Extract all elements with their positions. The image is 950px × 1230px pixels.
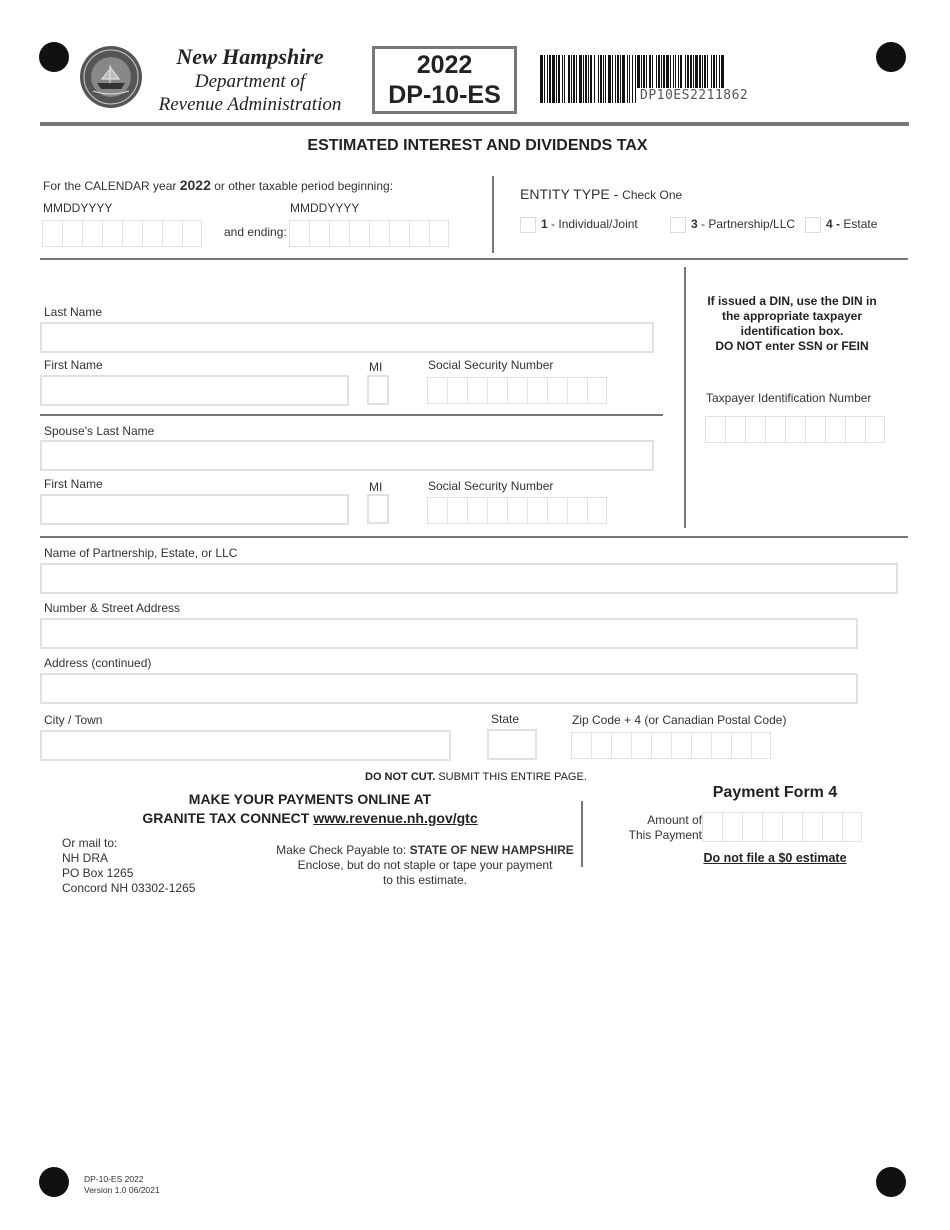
ssn-label: Social Security Number (428, 358, 554, 372)
period-divider (492, 176, 494, 253)
spouse-ssn-label: Social Security Number (428, 479, 554, 493)
zip-label: Zip Code + 4 (or Canadian Postal Code) (572, 713, 787, 727)
state-field[interactable] (487, 729, 537, 760)
amount-label-line2: This Payment (628, 828, 702, 842)
entity-partnership-number: 3 (691, 217, 698, 231)
online-line2: GRANITE TAX CONNECT (142, 810, 310, 826)
entity-individual-checkbox[interactable] (520, 217, 536, 233)
section-rule-2 (40, 536, 908, 538)
mail-line1: NH DRA (62, 851, 109, 865)
amount-label-line1: Amount of (647, 813, 702, 827)
online-url-link[interactable]: www.revenue.nh.gov/gtc (313, 810, 478, 826)
entity-individual-label: - Individual/Joint (551, 217, 638, 231)
header-rule (40, 122, 909, 126)
no-zero-estimate-note: Do not file a $0 estimate (703, 851, 847, 865)
din-divider (684, 267, 686, 528)
enclose-line1: Enclose, but do not staple or tape your payment (297, 858, 553, 872)
city-label: City / Town (44, 713, 103, 727)
mail-line2: PO Box 1265 (62, 866, 134, 880)
street-cont-label: Address (continued) (44, 656, 152, 670)
tin-field[interactable] (705, 416, 885, 443)
registration-mark-bottom-right (876, 1167, 906, 1197)
spouse-ssn-field[interactable] (427, 497, 607, 524)
footer-version: Version 1.0 06/2021 (84, 1185, 160, 1195)
form-year: 2022 (416, 51, 473, 79)
spouse-mi-field[interactable] (367, 494, 389, 524)
entity-partnership-checkbox[interactable] (670, 217, 686, 233)
do-not-cut: DO NOT CUT. (365, 771, 436, 783)
entity-estate-number: 4 - (826, 217, 841, 231)
calendar-suffix: or other taxable period beginning: (214, 179, 394, 193)
tin-label: Taxpayer Identification Number (706, 391, 872, 405)
registration-mark-top-left (39, 42, 69, 72)
payment-form-name: Payment Form 4 (712, 784, 838, 801)
last-name-label: Last Name (44, 305, 103, 319)
first-name-field[interactable] (40, 375, 349, 406)
spouse-first-name-field[interactable] (40, 494, 349, 525)
payment-amount-field[interactable] (702, 812, 862, 842)
mail-line3: Concord NH 03302-1265 (62, 881, 196, 895)
taxpayer-spouse-divider (40, 414, 663, 416)
state-seal-icon (79, 45, 143, 109)
agency-dept: Department of (194, 71, 306, 92)
entity-partnership-label: - Partnership/LLC (701, 217, 796, 231)
state-label: State (491, 712, 520, 726)
enclose-line2: to this estimate. (382, 873, 468, 887)
calendar-prefix: For the CALENDAR year (43, 179, 177, 193)
calendar-year: 2022 (179, 177, 211, 193)
mail-to-label: Or mail to: (62, 836, 118, 850)
entity-type-title: ENTITY TYPE - (520, 186, 619, 202)
street-label: Number & Street Address (44, 601, 181, 615)
ssn-field[interactable] (427, 377, 607, 404)
spouse-first-name-label: First Name (44, 477, 103, 491)
zip-field[interactable] (571, 732, 771, 759)
spouse-last-name-field[interactable] (40, 440, 654, 471)
registration-mark-bottom-left (39, 1167, 69, 1197)
check-payable-prefix: Make Check Payable to: (276, 843, 407, 857)
last-name-field[interactable] (40, 322, 654, 353)
check-payable-name: STATE OF NEW HAMPSHIRE (409, 843, 574, 857)
din-note-line3: identification box. (740, 324, 844, 338)
form-id-box (372, 46, 517, 114)
street-cont-field[interactable] (40, 673, 858, 704)
begin-date-format: MMDDYYYY (43, 201, 113, 215)
entity-individual-number: 1 (541, 217, 548, 231)
payment-divider (581, 801, 583, 867)
registration-mark-top-right (876, 42, 906, 72)
city-field[interactable] (40, 730, 451, 761)
end-date-field[interactable] (289, 220, 449, 247)
entity-name-label: Name of Partnership, Estate, or LLC (44, 546, 238, 560)
street-field[interactable] (40, 618, 858, 649)
online-line1: MAKE YOUR PAYMENTS ONLINE AT (188, 791, 432, 807)
din-note-line4: DO NOT enter SSN or FEIN (715, 339, 869, 353)
entity-type-note: Check One (622, 188, 683, 202)
mi-label: MI (369, 360, 383, 374)
first-name-label: First Name (44, 358, 103, 372)
form-title: ESTIMATED INTEREST AND DIVIDENDS TAX (307, 137, 648, 154)
entity-estate-label: Estate (843, 217, 878, 231)
footer-form-ref: DP-10-ES 2022 (84, 1174, 144, 1184)
end-date-format: MMDDYYYY (290, 201, 360, 215)
submit-page: SUBMIT THIS ENTIRE PAGE. (438, 771, 587, 783)
form-id: DP-10-ES (388, 81, 501, 109)
din-note-line2: the appropriate taxpayer (721, 309, 863, 323)
begin-date-field[interactable] (42, 220, 202, 247)
agency-division: Revenue Administration (158, 94, 342, 115)
and-ending-label: and ending: (224, 225, 287, 239)
agency-name: New Hampshire (176, 44, 324, 69)
section-rule-1 (40, 258, 908, 260)
barcode-text: DP10ES2211862 (637, 88, 751, 103)
mi-field[interactable] (367, 375, 389, 405)
entity-name-field[interactable] (40, 563, 898, 594)
din-note (697, 294, 887, 354)
din-note-line1: If issued a DIN, use the DIN in (707, 294, 877, 308)
spouse-mi-label: MI (369, 480, 383, 494)
entity-estate-checkbox[interactable] (805, 217, 821, 233)
spouse-last-name-label: Spouse's Last Name (44, 424, 155, 438)
